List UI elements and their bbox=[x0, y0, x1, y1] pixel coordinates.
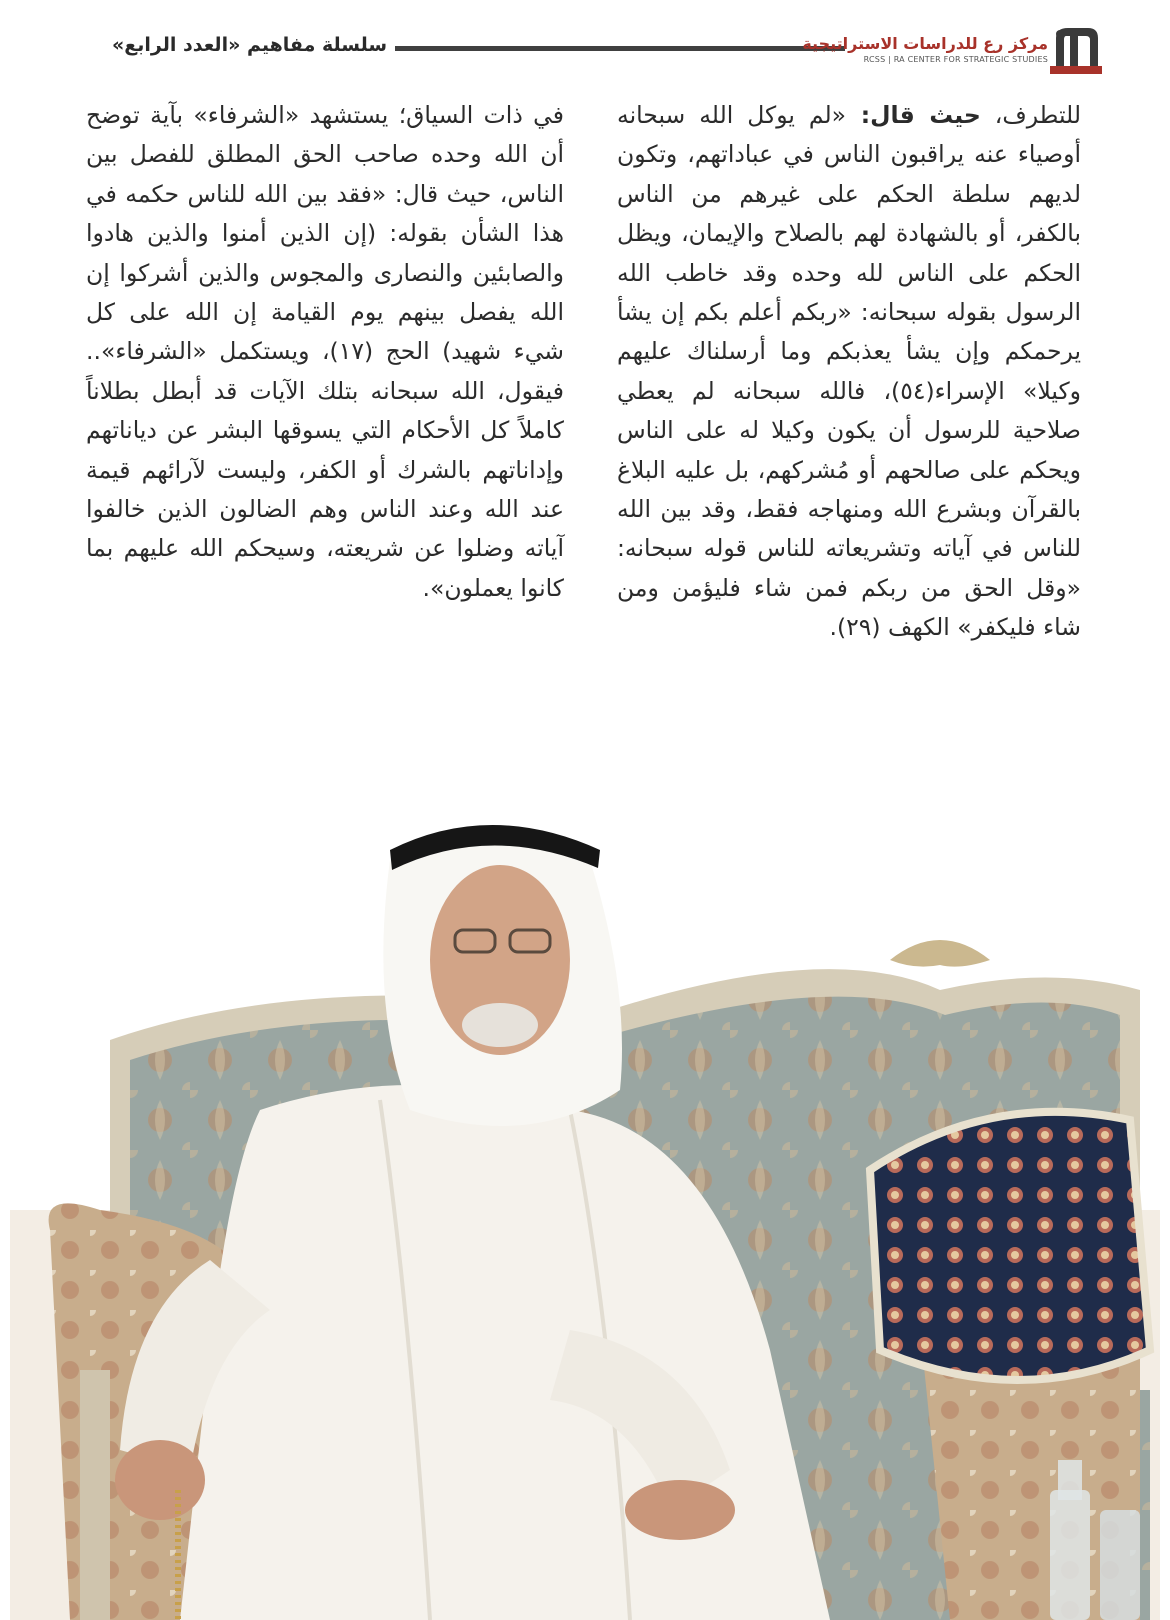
rcss-logo-icon bbox=[1048, 24, 1104, 76]
logo-english-name: RCSS | RA CENTER FOR STRATEGIC STUDIES bbox=[863, 55, 1048, 64]
paragraph bbox=[617, 96, 1081, 648]
paragraph-body: «لم يوكل الله سبحانه أوصياء عنه يراقبون الناس في عباداتهم، وتكون لديهم سلطة الحكم على غيرهم من الناس بالكفر، أو بالشهادة لهم بالصلاح والإيمان، ويظل الحكم على الناس لله وحده وقد خاطب الله الرسول بقوله سبحانه: «ربكم أعلم بكم إن يشأ يرحمكم وإن يشأ يعذبكم وما أرسلناك عليهم وكيلا» الإسراء(٥٤)، فالله سبحانه لم يعطي صلاحية للرسول أن يكون وكيلا له على الناس ويحكم على صالحهم أو مُشركهم، بل عليه البلاغ بالقرآن وبشرع الله ومنهاجه فقط، وقد بين الله للناس في آياته وتشريعاته للناس قوله سبحانه: «وقل الحق من ربكم فمن شاء فليؤمن ومن شاء فليكفر» الكهف (٢٩). bbox=[617, 101, 1081, 642]
publisher-logo-text bbox=[802, 34, 1048, 64]
paragraph-lead: للتطرف، bbox=[980, 101, 1081, 129]
page-header bbox=[0, 0, 1170, 90]
article-column-left bbox=[86, 96, 564, 608]
article-column-right bbox=[617, 96, 1081, 648]
series-title: سلسلة مفاهيم «العدد الرابع» bbox=[112, 34, 388, 56]
paragraph: في ذات السياق؛ يستشهد «الشرفاء» بآية توضح أن الله وحده صاحب الحق المطلق للفصل بين الناس، حيث قال: «فقد بين الله للناس حكمه في هذا الشأن بقوله: (إن الذين أمنوا والذين هادوا والصابئين والنصارى والمجوس والذين أشركوا إن الله يفصل بينهم يوم القيامة إن الله على كل شيء شهيد) الحج (١٧)، ويستكمل «الشرفاء».. فيقول، الله سبحانه بتلك الآيات قد أبطل بطلاناً كاملاً كل الأحكام التي يسوقها البشر عن دياناتهم وإداناتهم بالشرك أو الكفر، وليست لآرائهم قيمة عند الله وعند الناس وهم الضالون الذين خالفوا آياته وضلوا عن شريعته، وسيحكم الله عليهم بما كانوا يعملون». bbox=[86, 101, 564, 602]
header-rule bbox=[395, 46, 845, 51]
logo-arabic-name: مركز رع للدراسات الاستراتيجية bbox=[802, 34, 1048, 53]
portrait-photo bbox=[10, 790, 1160, 1620]
paragraph-lead-bold: حيث قال: bbox=[846, 101, 981, 129]
